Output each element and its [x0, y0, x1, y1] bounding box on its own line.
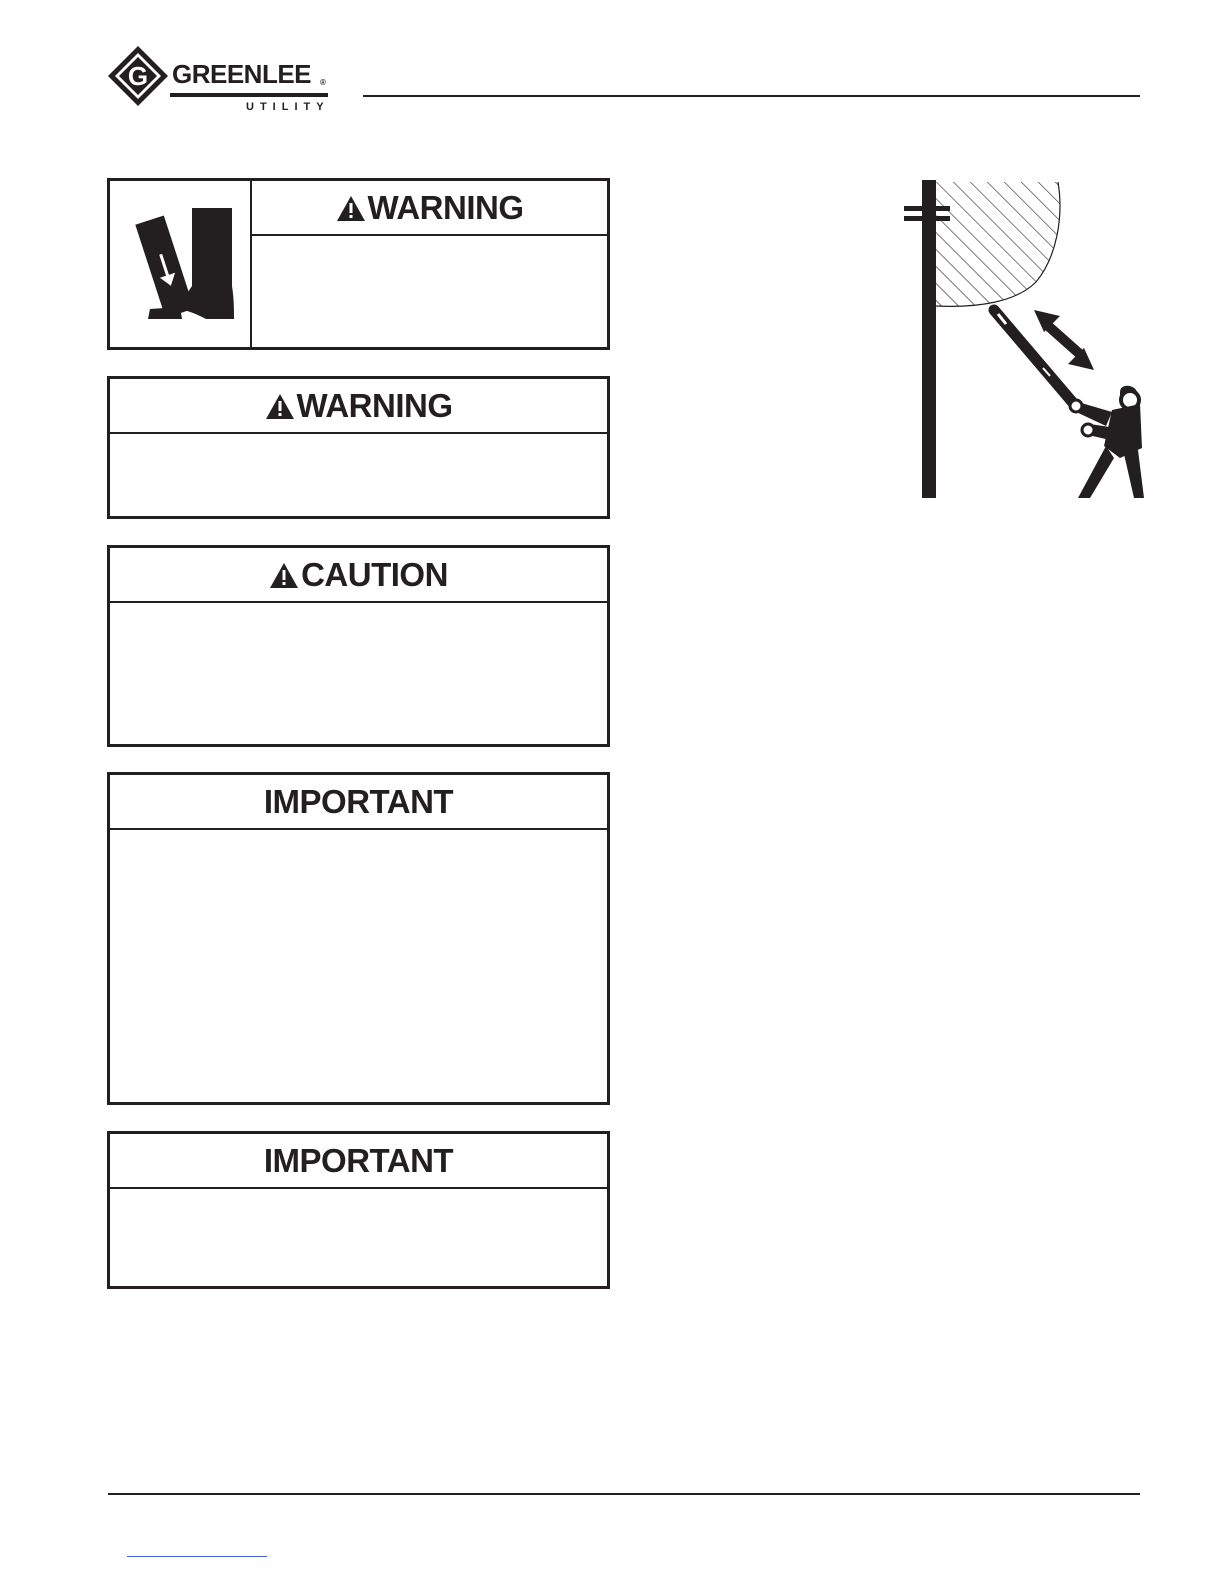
- hot-stick: [994, 310, 1074, 404]
- warning-triangle-icon: [269, 561, 299, 588]
- notice-heading-text: WARNING: [296, 387, 453, 424]
- footer-link-underline[interactable]: [127, 1556, 267, 1557]
- notice-heading: [110, 1134, 607, 1189]
- important-notice: [107, 772, 610, 1105]
- brand-subtitle: UTILITY: [246, 101, 330, 113]
- notice-heading: [110, 775, 607, 830]
- caution-notice: [107, 545, 610, 747]
- notice-heading-text: IMPORTANT: [263, 1142, 454, 1179]
- warning-triangle-icon: [265, 392, 295, 419]
- lineman-figure: [1070, 386, 1144, 498]
- greenlee-diamond-icon: [106, 44, 170, 108]
- warning-triangle-icon: [336, 194, 366, 221]
- lineman-hot-stick-clearance-illustration: [898, 178, 1148, 503]
- brand-name: GREENLEE: [172, 59, 312, 89]
- footer-rule: [108, 1493, 1140, 1495]
- logo-underline: [170, 93, 328, 97]
- clearance-zone: [936, 182, 1066, 312]
- important-notice: [107, 1131, 610, 1289]
- logo-letter: G: [127, 61, 149, 91]
- notice-heading-text: IMPORTANT: [263, 783, 454, 820]
- header-rule: [363, 95, 1140, 97]
- notice-heading-text: CAUTION: [301, 556, 448, 593]
- notice-heading-text: WARNING: [367, 189, 524, 226]
- notice-heading: [252, 181, 607, 236]
- warning-notice: [107, 376, 610, 519]
- notice-heading: [110, 379, 607, 434]
- falling-object-on-foot-icon: [110, 181, 252, 347]
- registered-mark: ®: [320, 78, 326, 87]
- warning-notice-falling-object: [107, 178, 610, 350]
- greenlee-logo: [106, 44, 336, 116]
- notice-heading: [110, 548, 607, 603]
- warning-notice-content: [252, 181, 607, 347]
